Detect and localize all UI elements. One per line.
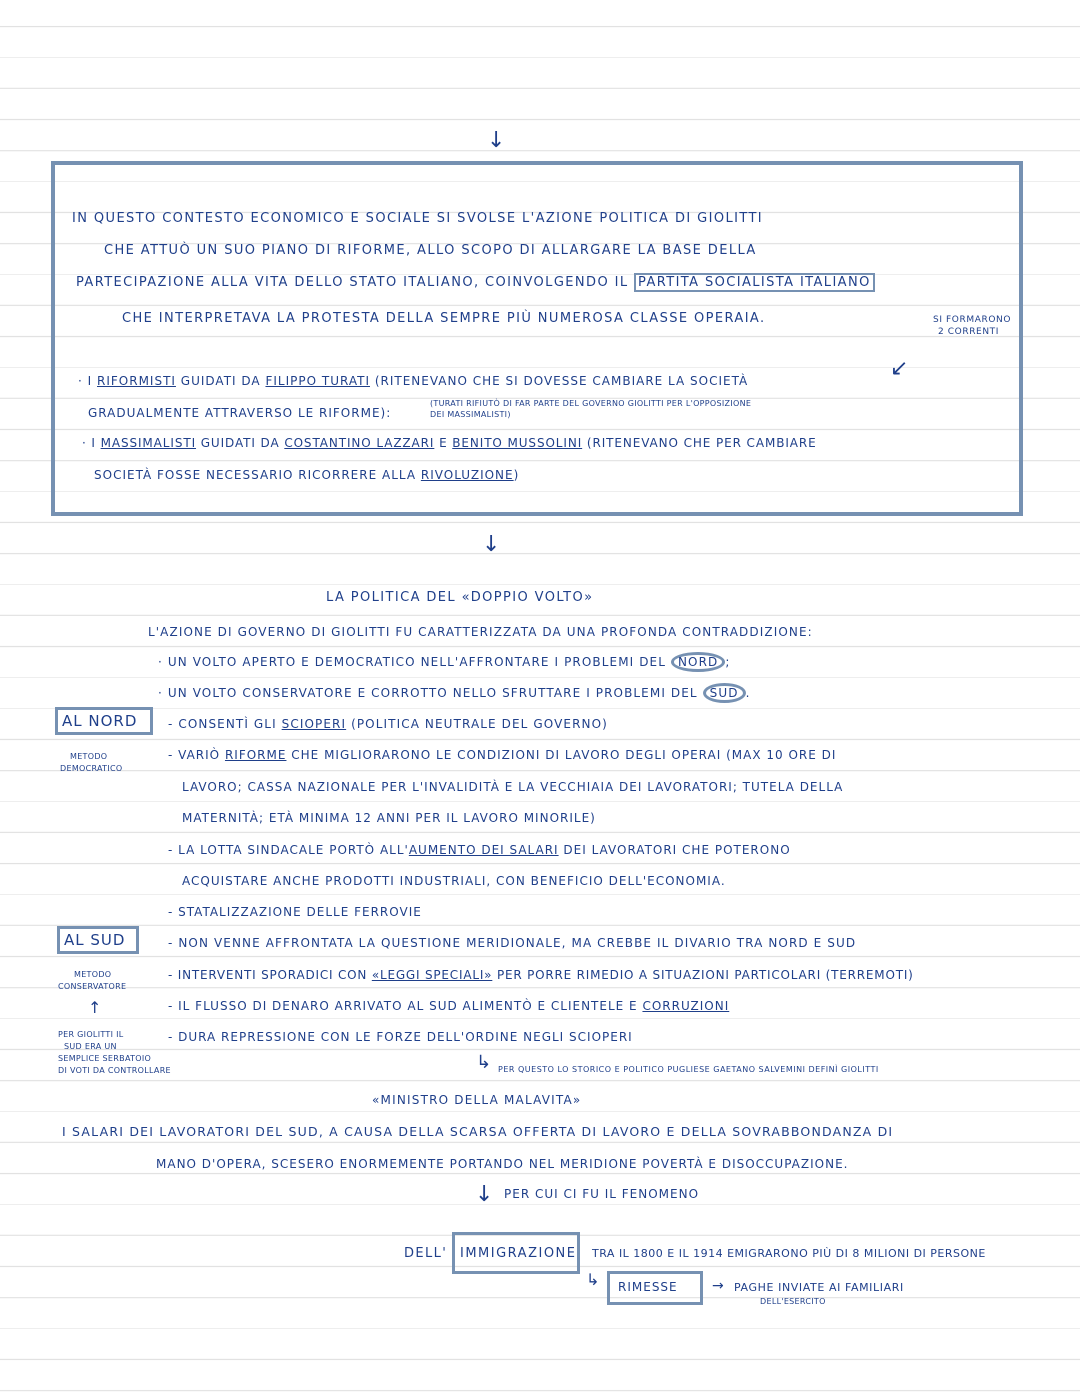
nord-circle: NORD	[671, 652, 725, 672]
massimalisti-line-1	[82, 435, 817, 451]
salari-line-2: MANO D'OPERA, SCESERO ENORMEMENTE PORTANDO NEL MERIDIONE POVERTÀ E DISOCCUPAZIONE.	[156, 1157, 849, 1171]
turati-note-2: DEI MASSIMALISTI)	[430, 410, 511, 419]
face-2-text: · UN VOLTO CONSERVATORE E CORROTTO NELLO SFRUTTARE I PROBLEMI DEL	[158, 686, 698, 700]
salari-cause: PER CUI CI FU IL FENOMENO	[504, 1187, 700, 1201]
ministro-malavita: «MINISTRO DELLA MALAVITA»	[372, 1093, 582, 1107]
context-line-4: CHE INTERPRETAVA LA PROTESTA DELLA SEMPRE PIÙ NUMEROSA CLASSE OPERAIA.	[122, 311, 766, 326]
nord-item-1b: SCIOPERI	[281, 717, 347, 731]
nord-item-2c: CHE MIGLIORARONO LE CONDIZIONI DI LAVORO DEGLI OPERAI (MAX 10 ORE DI	[291, 748, 837, 762]
nord-method-1: METODO	[70, 752, 108, 761]
nord-item-3a: - LA LOTTA SINDACALE PORTÒ ALL'	[168, 843, 409, 857]
section-intro: L'AZIONE DI GOVERNO DI GIOLITTI FU CARATTERIZZATA DA UNA PROFONDA CONTRADDIZIONE:	[148, 625, 813, 639]
down-arrow-icon: ↓	[482, 532, 501, 557]
hook-arrow-icon: ↳	[476, 1052, 492, 1073]
section-title: LA POLITICA DEL «DOPPIO VOLTO»	[326, 590, 594, 605]
salvemini-note: PER QUESTO LO STORICO E POLITICO PUGLIESE GAETANO SALVEMINI DEFINÌ GIOLITTI	[498, 1065, 879, 1074]
rimesse-arrow: →	[712, 1278, 726, 1294]
curved-arrow-icon: ↙	[890, 356, 909, 381]
massimalisti-line-2a: SOCIETÀ FOSSE NECESSARIO RICORRERE ALLA	[94, 468, 417, 482]
riformisti-bullet: · I	[78, 374, 93, 388]
riformisti-led-by: GUIDATI DA	[180, 374, 261, 388]
context-line-2: CHE ATTUÒ UN SUO PIANO DI RIFORME, ALLO SCOPO DI ALLARGARE LA BASE DELLA	[104, 243, 757, 258]
nord-method-2: DEMOCRATICO	[60, 764, 123, 773]
salari-line-1: I SALARI DEI LAVORATORI DEL SUD, A CAUSA DELLA SCARSA OFFERTA DI LAVORO E DELLA SOVRABBONDANZA DI	[62, 1124, 894, 1139]
party-highlight: PARTITA SOCIALISTA ITALIANO	[634, 273, 875, 292]
massimalisti-bullet: · I	[82, 436, 96, 450]
nord-item-4: - STATALIZZAZIONE DELLE FERROVIE	[168, 905, 422, 919]
context-line-1: IN QUESTO CONTESTO ECONOMICO E SOCIALE SI SVOLSE L'AZIONE POLITICA DI GIOLITTI	[72, 211, 764, 226]
nord-item-1a: - CONSENTÌ GLI	[168, 717, 277, 731]
sud-circle: SUD	[703, 683, 746, 703]
hook-arrow-icon: ↳	[586, 1270, 600, 1289]
immigrazione-detail: TRA IL 1800 E IL 1914 EMIGRARONO PIÙ DI 8 MILIONI DI PERSONE	[592, 1247, 986, 1260]
massimalisti-and: E	[439, 436, 448, 450]
al-sud-label: AL SUD	[57, 926, 139, 954]
sud-note-2: SUD ERA UN	[64, 1042, 117, 1051]
face-2	[158, 685, 750, 701]
riformisti-belief: (RITENEVANO CHE SI DOVESSE CAMBIARE LA SOCIETÀ	[374, 374, 749, 388]
sud-item-2c: PER PORRE RIMEDIO A SITUAZIONI PARTICOLARI (TERREMOTI)	[496, 968, 914, 982]
massimalisti-leader-1: COSTANTINO LAZZARI	[284, 436, 435, 450]
sud-item-2a: - INTERVENTI SPORADICI CON	[168, 968, 368, 982]
down-arrow-icon: ↓	[487, 128, 506, 153]
riformisti-line-2: GRADUALMENTE ATTRAVERSO LE RIFORME):	[88, 406, 392, 420]
riformisti-leader: FILIPPO TURATI	[265, 374, 370, 388]
nord-item-3b: AUMENTO DEI SALARI	[408, 843, 559, 857]
immigrazione-pre: DELL'	[404, 1246, 448, 1261]
sud-note-1: PER GIOLITTI IL	[58, 1030, 124, 1039]
sud-item-3a: - IL FLUSSO DI DENARO ARRIVATO AL SUD ALIMENTÒ E CLIENTELE E	[168, 999, 638, 1013]
sud-method-2: CONSERVATORE	[58, 982, 127, 991]
nord-item-1	[168, 716, 608, 732]
context-line-3	[76, 275, 875, 291]
immigrazione-label: IMMIGRAZIONE	[452, 1232, 580, 1274]
al-nord-label: AL NORD	[55, 707, 153, 735]
nord-item-2a: - VARIÒ	[168, 748, 221, 762]
massimalisti-line-2c: )	[513, 468, 520, 482]
riformisti-line-1	[78, 373, 748, 389]
face-1	[158, 654, 731, 670]
sud-item-1: - NON VENNE AFFRONTATA LA QUESTIONE MERIDIONALE, MA CREBBE IL DIVARIO TRA NORD E SUD	[168, 936, 857, 950]
nord-item-3c: DEI LAVORATORI CHE POTERONO	[563, 843, 791, 857]
massimalisti-rivoluzione: RIVOLUZIONE	[420, 468, 514, 482]
nord-item-2-line-2: LAVORO; CASSA NAZIONALE PER L'INVALIDITÀ E LA VECCHIAIA DEI LAVORATORI; TUTELA DELLA	[182, 780, 844, 794]
sud-item-3	[168, 998, 729, 1014]
nord-item-2b: RIFORME	[224, 748, 287, 762]
rimesse-label: RIMESSE	[607, 1271, 703, 1305]
turati-note-1: (TURATI RIFIUTÒ DI FAR PARTE DEL GOVERNO GIOLITTI PER L'OPPOSIZIONE	[430, 399, 752, 408]
sud-note-3: SEMPLICE SERBATOIO	[58, 1054, 152, 1063]
nord-item-3	[168, 842, 791, 858]
rimesse-def-1: PAGHE INVIATE AI FAMILIARI	[734, 1281, 904, 1294]
massimalisti-label: MASSIMALISTI	[100, 436, 197, 450]
down-arrow-icon: ↓	[475, 1182, 494, 1207]
sud-item-2b: «LEGGI SPECIALI»	[371, 968, 493, 982]
side-note-line-2: 2 CORRENTI	[938, 327, 1000, 337]
up-arrow-icon: ↑	[88, 998, 102, 1017]
sud-item-2	[168, 967, 914, 983]
riformisti-label: RIFORMISTI	[97, 374, 176, 388]
nord-item-1c: (POLITICA NEUTRALE DEL GOVERNO)	[351, 717, 608, 731]
massimalisti-belief: (RITENEVANO CHE PER CAMBIARE	[586, 436, 817, 450]
massimalisti-leader-2: BENITO MUSSOLINI	[452, 436, 583, 450]
nord-item-2-line-3: MATERNITÀ; ETÀ MINIMA 12 ANNI PER IL LAVORO MINORILE)	[182, 811, 596, 825]
face-1-text: · UN VOLTO APERTO E DEMOCRATICO NELL'AFFRONTARE I PROBLEMI DEL	[158, 655, 667, 669]
massimalisti-line-2	[94, 467, 519, 483]
nord-item-3-line-2: ACQUISTARE ANCHE PRODOTTI INDUSTRIALI, CON BENEFICIO DELL'ECONOMIA.	[182, 874, 726, 888]
rimesse-def-2: DELL'ESERCITO	[760, 1297, 826, 1306]
sud-item-4: - DURA REPRESSIONE CON LE FORZE DELL'ORDINE NEGLI SCIOPERI	[168, 1030, 633, 1044]
nord-item-2	[168, 747, 836, 763]
context-line-3-text: PARTECIPAZIONE ALLA VITA DELLO STATO ITALIANO, COINVOLGENDO IL	[76, 275, 629, 290]
face-1-end: ;	[725, 655, 731, 669]
face-2-end: .	[745, 686, 751, 700]
side-note-line-1: SI FORMARONO	[933, 315, 1012, 325]
massimalisti-led-by: GUIDATI DA	[200, 436, 280, 450]
sud-item-3b: CORRUZIONI	[642, 999, 730, 1013]
sud-note-4: DI VOTI DA CONTROLLARE	[58, 1066, 171, 1075]
sud-method-1: METODO	[74, 970, 112, 979]
